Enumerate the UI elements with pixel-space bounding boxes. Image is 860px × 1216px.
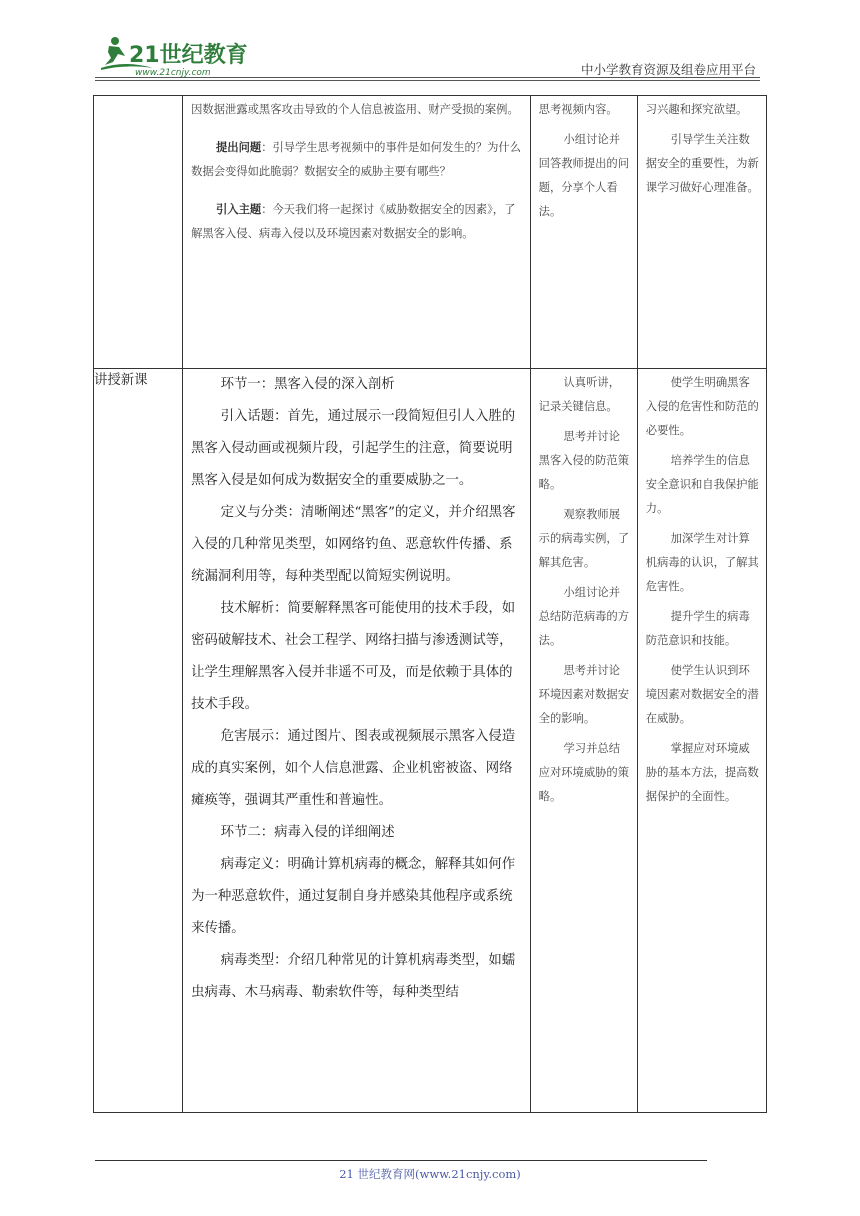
student-text: 观察教师展示的病毒实例，了解其危害。 [538, 508, 630, 569]
footer-link[interactable]: 21 世纪教育网(www.21cnjy.com) [339, 1167, 521, 1181]
design-intent-cell [637, 369, 766, 1113]
body-text: ：今天我们将一起探讨《威胁数据安全的因素》，了解黑客入侵、病毒入侵以及环境因素对数据安全的影响。 [191, 203, 516, 240]
student-text: 思考并讨论环境因素对数据安全的影响。 [538, 664, 630, 725]
table-row [94, 369, 767, 1113]
teacher-text: 病毒类型：介绍几种常见的计算机病毒类型，如蠕虫病毒、木马病毒、勒索软件等，每种类型结 [191, 953, 516, 1000]
logo-url: www.21cnjy.com [135, 68, 211, 78]
stage-cell [94, 96, 183, 369]
teacher-text: 因数据泄露或黑客攻击导致的个人信息被盗用、财产受损的案例。 [191, 103, 519, 116]
intent-text: 引导学生关注数据安全的重要性，为新课学习做好心理准备。 [645, 133, 759, 194]
student-text: 思考视频内容。 [538, 103, 618, 116]
page-header [95, 28, 760, 80]
intent-text: 使学生认识到环境因素对数据安全的潜在威胁。 [645, 664, 759, 725]
teacher-text: 技术解析：简要解释黑客可能使用的技术手段，如密码破解技术、社会工程学、网络扫描与渗透测试等，让学生理解黑客入侵并非遥不可及，而是依赖于具体的技术手段。 [191, 601, 516, 712]
student-activity-cell [530, 96, 637, 369]
intent-text: 使学生明确黑客入侵的危害性和防范的必要性。 [645, 376, 759, 437]
section-heading: 环节一：黑客入侵的深入剖析 [220, 377, 395, 392]
intent-text: 培养学生的信息安全意识和自我保护能力。 [645, 454, 759, 515]
intent-text: 加深学生对计算机病毒的认识，了解其危害性。 [645, 532, 759, 593]
intent-text: 习兴趣和探究欲望。 [645, 103, 748, 116]
body-text: ：引导学生思考视频中的事件是如何发生的？为什么数据会变得如此脆弱？数据安全的威胁主要有哪些？ [191, 141, 522, 178]
student-text: 认真听讲，记录关键信息。 [538, 376, 620, 413]
intent-text: 掌握应对环境威胁的基本方法，提高数据保护的全面性。 [645, 742, 759, 803]
teacher-text: 引入话题：首先，通过展示一段简短但引人入胜的黑客入侵动画或视频片段，引起学生的注意，简要说明黑客入侵是如何成为数据安全的重要威胁之一。 [191, 409, 516, 488]
teacher-text: 定义与分类：清晰阐述“黑客”的定义，并介绍黑客入侵的几种常见类型，如网络钓鱼、恶意软件传播、系统漏洞利用等，每种类型配以简短实例说明。 [191, 505, 516, 584]
teacher-text [191, 198, 522, 246]
teacher-text: 病毒定义：明确计算机病毒的概念，解释其如何作为一种恶意软件，通过复制自身并感染其他程序或系统来传播。 [191, 857, 516, 936]
teacher-text: 危害展示：通过图片、图表或视频展示黑客入侵造成的真实案例，如个人信息泄露、企业机密被盗、网络瘫痪等，强调其严重性和普遍性。 [191, 729, 516, 808]
header-divider-2 [95, 80, 760, 81]
teacher-activity-cell [183, 369, 531, 1113]
intent-text: 提升学生的病毒防范意识和技能。 [645, 610, 750, 647]
logo-text: 21世纪教育 [129, 43, 248, 68]
stage-cell: 讲授新课 [94, 369, 183, 1113]
student-text: 思考并讨论黑客入侵的防范策略。 [538, 430, 630, 491]
design-intent-cell [637, 96, 766, 369]
label: 引入主题 [215, 203, 262, 216]
teacher-text [191, 136, 522, 184]
lesson-plan-table [93, 95, 767, 1113]
section-heading: 环节二：病毒入侵的详细阐述 [220, 825, 395, 840]
student-text: 小组讨论并回答教师提出的问题，分享个人看法。 [538, 133, 630, 218]
footer-divider [95, 1160, 707, 1161]
header-divider [95, 77, 760, 78]
table-row [94, 96, 767, 369]
platform-name: 中小学教育资源及组卷应用平台 [580, 62, 756, 77]
teacher-activity-cell [183, 96, 531, 369]
student-activity-cell [530, 369, 637, 1113]
student-text: 小组讨论并总结防范病毒的方法。 [538, 586, 630, 647]
student-text: 学习并总结应对环境威胁的策略。 [538, 742, 630, 803]
site-logo [95, 32, 265, 78]
label: 提出问题 [215, 141, 262, 154]
